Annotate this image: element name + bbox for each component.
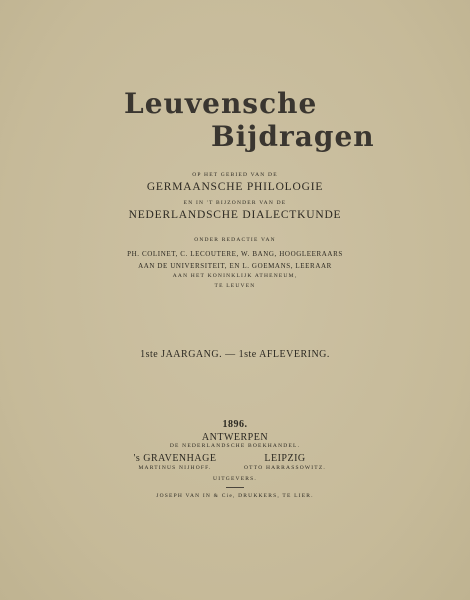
- subtitle-line2: GERMAANSCHE PHILOLOGIE: [146, 181, 324, 193]
- editors-intro: ONDER REDACTIE VAN: [194, 237, 276, 243]
- publication-year: 1896.: [222, 419, 248, 430]
- editors-line2: AAN DE UNIVERSITEIT, EN L. GOEMANS, LEERAAR: [138, 262, 332, 270]
- journal-title-line2: Bijdragen: [211, 120, 375, 153]
- editors-line4: TE LEUVEN: [214, 283, 256, 289]
- issue-line: 1ste JAARGANG. — 1ste AFLEVERING.: [140, 349, 330, 360]
- publication-publisher-right: OTTO HARRASSOWITZ.: [244, 465, 326, 471]
- printer-line: JOSEPH VAN IN & Cie, DRUKKERS, TE LIER.: [156, 493, 314, 499]
- publication-city-right: LEIPZIG: [264, 453, 306, 464]
- publication-city-left: 's GRAVENHAGE: [133, 453, 217, 464]
- publication-publisher-main: DE NEDERLANDSCHE BOEKHANDEL.: [169, 443, 301, 449]
- journal-title-line1: Leuvensche: [124, 87, 318, 120]
- subtitle-line1: OP HET GEBIED VAN DE: [192, 172, 278, 178]
- publication-publisher-left: MARTINUS NIJHOFF.: [138, 465, 212, 471]
- separator-rule: [226, 487, 244, 488]
- publication-role: UITGEVERS.: [213, 476, 257, 482]
- editors-line1: PH. COLINET, C. LECOUTERE, W. BANG, HOOGLEERAARS: [127, 250, 343, 258]
- subtitle-line3: EN IN 'T BIJZONDER VAN DE: [183, 200, 287, 206]
- publication-city-main: ANTWERPEN: [201, 432, 269, 443]
- editors-line3: AAN HET KONINKLIJK ATHENEUM,: [172, 273, 298, 279]
- subtitle-line4: NEDERLANDSCHE DIALECTKUNDE: [128, 209, 342, 221]
